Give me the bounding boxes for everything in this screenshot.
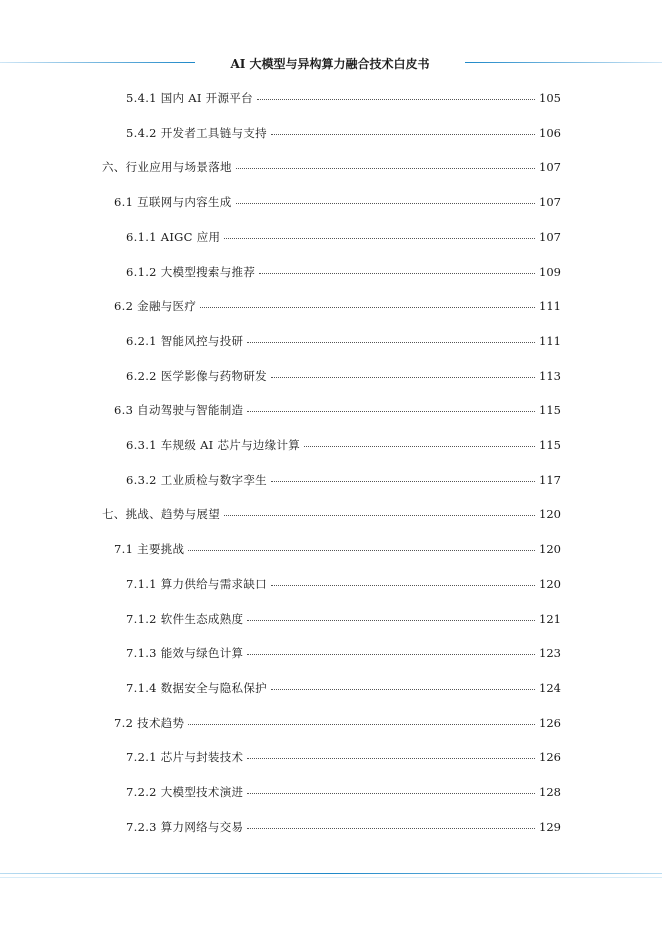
dot-leader: [271, 133, 535, 135]
toc-entry-label: 7.2.3 算力网络与交易: [126, 819, 244, 834]
toc-entry[interactable]: [114, 299, 561, 313]
toc-entry-page: 128: [539, 785, 561, 799]
toc-entry[interactable]: [126, 750, 561, 764]
toc-entry[interactable]: [126, 577, 561, 591]
toc-entry-page: 105: [539, 91, 561, 105]
toc-entry-page: 126: [539, 750, 561, 765]
toc-entry-label: 7.1.1 算力供给与需求缺口: [126, 576, 267, 591]
toc-entry-label: 7.1.2 软件生态成熟度: [126, 611, 244, 626]
toc-entry[interactable]: [114, 403, 561, 417]
toc-entry-label: 6.2.2 医学影像与药物研发: [126, 368, 267, 383]
toc-entry[interactable]: [126, 438, 561, 452]
toc-entry[interactable]: [126, 473, 561, 487]
toc-entry-page: 126: [539, 715, 561, 730]
dot-leader: [247, 410, 535, 412]
toc-entry-label: 7.2 技术趋势: [114, 715, 185, 730]
dot-leader: [247, 653, 535, 655]
toc-entry-page: 107: [539, 195, 561, 210]
dot-leader: [247, 619, 535, 621]
toc-entry-page: 117: [539, 472, 561, 487]
toc-entry[interactable]: [126, 265, 561, 279]
dot-leader: [257, 98, 535, 100]
toc-entry-label: 6.2.1 智能风控与投研: [126, 333, 244, 348]
dot-leader: [188, 549, 535, 551]
toc-entry[interactable]: [126, 334, 561, 348]
toc-entry-page: 107: [539, 229, 561, 244]
footer-rule-secondary: [0, 877, 662, 878]
toc-entry-label: 6.3.1 车规级 AI 芯片与边缘计算: [126, 438, 301, 452]
toc-entry[interactable]: [126, 681, 561, 695]
toc-entry-page: 121: [539, 611, 561, 626]
header-rule-left: [0, 62, 195, 63]
toc-entry-label: 7.1.4 数据安全与隐私保护: [126, 680, 267, 695]
toc-entry-label: 6.1 互联网与内容生成: [114, 195, 232, 210]
dot-leader: [236, 167, 535, 169]
toc-entry-page: 107: [539, 160, 561, 175]
toc-entry-label: 6.3.2 工业质检与数字孪生: [126, 472, 267, 487]
toc-entry[interactable]: [114, 716, 561, 730]
toc-entry-page: 123: [539, 646, 561, 661]
toc-entry-label: 6.3 自动驾驶与智能制造: [114, 403, 244, 418]
toc-entry-label: 6.2 金融与医疗: [114, 299, 197, 314]
toc-entry[interactable]: [114, 195, 561, 209]
toc-entry-label: 5.4.2 开发者工具链与支持: [126, 125, 267, 140]
toc-entry[interactable]: [126, 126, 561, 140]
dot-leader: [236, 202, 536, 204]
toc-entry-page: 124: [539, 680, 561, 695]
toc-entry-page: 106: [539, 125, 561, 140]
toc-entry-page: 109: [539, 264, 561, 279]
dot-leader: [247, 757, 535, 759]
toc-entry-label: 七、挑战、趋势与展望: [102, 507, 220, 522]
toc-entry-label: 6.1.2 大模型搜索与推荐: [126, 264, 256, 279]
toc-entry[interactable]: [114, 542, 561, 556]
toc-entry-page: 115: [539, 438, 561, 452]
toc-entry-label: 7.1.3 能效与绿色计算: [126, 646, 244, 661]
dot-leader: [259, 272, 535, 274]
dot-leader: [188, 723, 535, 725]
dot-leader: [271, 584, 535, 586]
toc-entry-page: 113: [539, 368, 561, 383]
dot-leader: [200, 306, 535, 308]
toc-entry-page: 111: [539, 299, 561, 314]
toc-entry[interactable]: [126, 230, 561, 244]
dot-leader: [271, 480, 535, 482]
toc-entry[interactable]: [126, 91, 561, 105]
dot-leader: [224, 514, 535, 516]
header-rule-right: [465, 62, 662, 63]
toc-entry-label: 7.2.1 芯片与封装技术: [126, 750, 244, 765]
dot-leader: [247, 341, 535, 343]
toc-entry-label: 六、行业应用与场景落地: [102, 160, 232, 175]
toc-entry[interactable]: [126, 820, 561, 834]
toc-entry-page: 120: [539, 576, 561, 591]
toc-entry-page: 120: [539, 542, 561, 557]
toc-entry-label: 7.1 主要挑战: [114, 542, 185, 557]
footer-rule: [0, 873, 662, 874]
toc-entry-label: 7.2.2 大模型技术演进: [126, 785, 244, 799]
toc-entry-page: 111: [539, 333, 561, 348]
dot-leader: [224, 237, 535, 239]
toc-entry-label: 5.4.1 国内 AI 开源平台: [126, 91, 253, 105]
toc-entry[interactable]: [126, 785, 561, 799]
toc-entry-label: 6.1.1 AIGC 应用: [126, 229, 221, 244]
page-header-title: AI 大模型与异构算力融合技术白皮书: [230, 57, 430, 71]
toc-entry[interactable]: [126, 612, 561, 626]
toc-entry[interactable]: [126, 646, 561, 660]
toc-entry[interactable]: [102, 160, 561, 174]
toc-entry-page: 120: [539, 507, 561, 522]
toc-entry[interactable]: [126, 369, 561, 383]
dot-leader: [247, 792, 535, 794]
dot-leader: [247, 827, 535, 829]
toc-entry-page: 129: [539, 819, 561, 834]
dot-leader: [304, 445, 535, 447]
dot-leader: [271, 688, 535, 690]
toc-entry-page: 115: [539, 403, 561, 418]
dot-leader: [271, 376, 535, 378]
toc-entry[interactable]: [102, 507, 561, 521]
